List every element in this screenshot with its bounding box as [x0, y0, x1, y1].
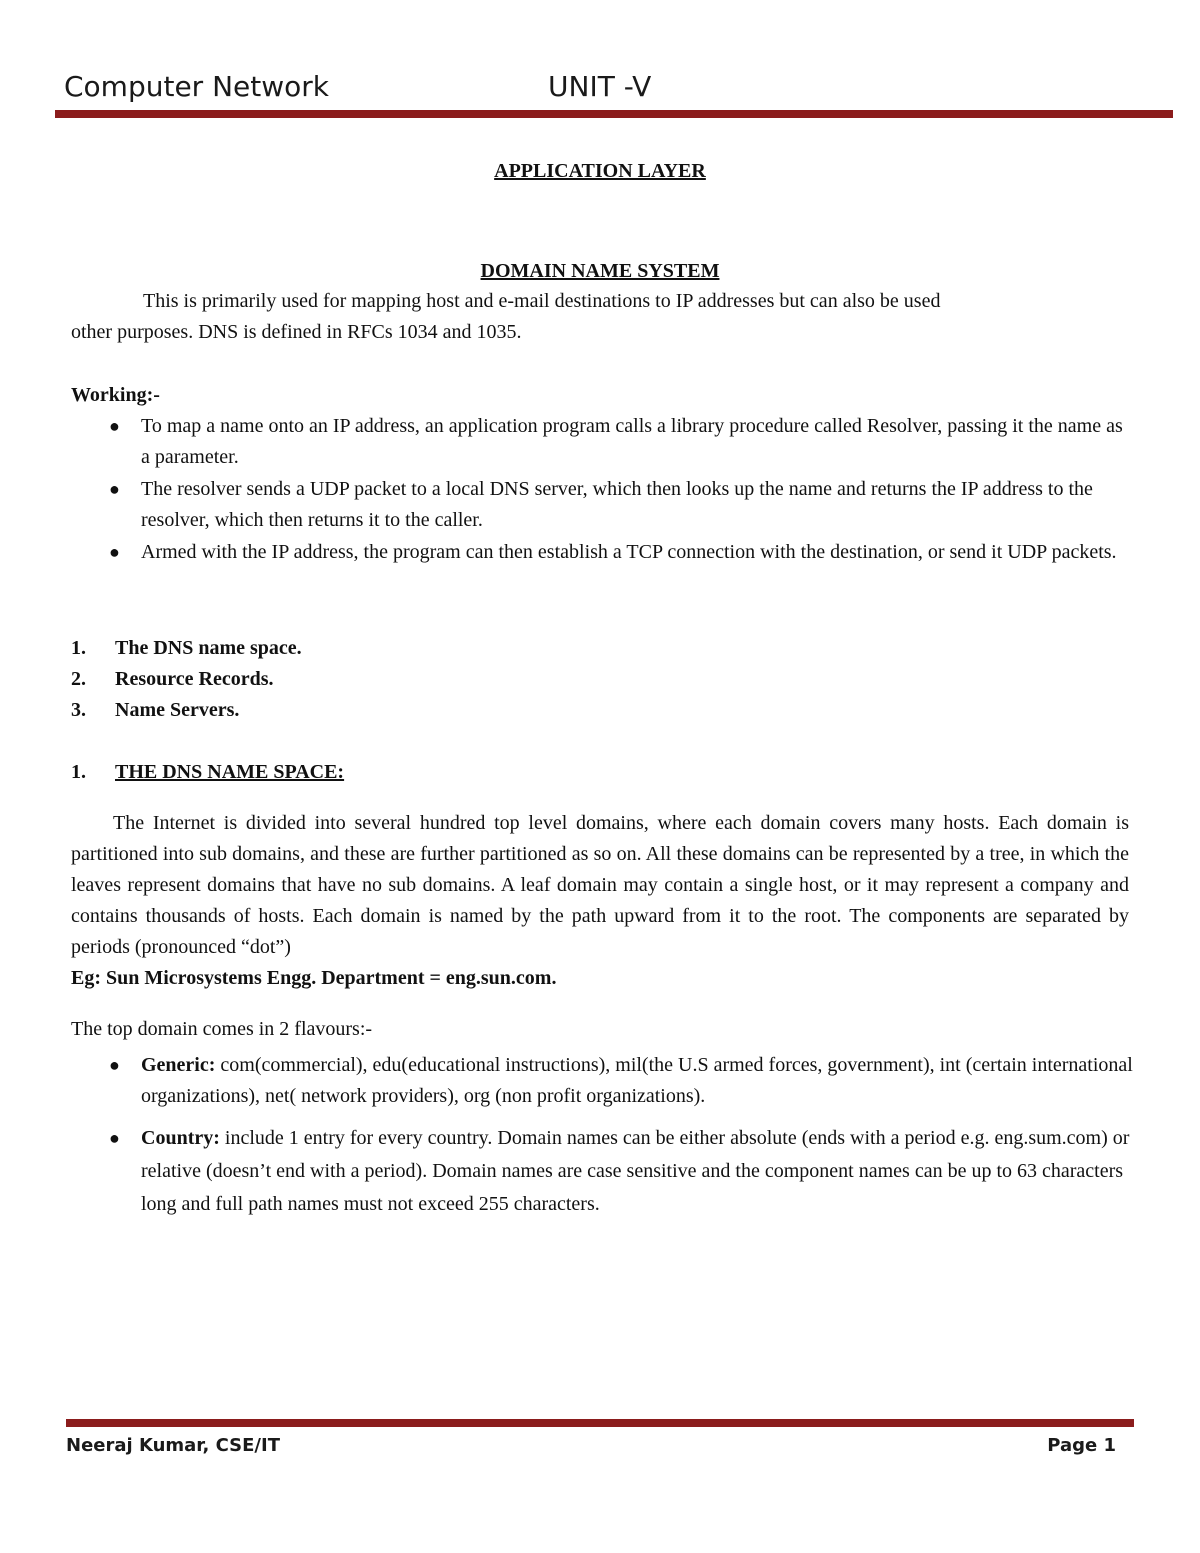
footer-divider	[66, 1419, 1134, 1427]
footer-author: Neeraj Kumar, CSE/IT	[66, 1435, 280, 1456]
flavour-item	[71, 1122, 1133, 1221]
intro-line-2: other purposes. DNS is defined in RFCs 1034 and 1035.	[71, 321, 522, 343]
flavours-intro: The top domain comes in 2 flavours:-	[71, 1018, 373, 1040]
working-bullet-item	[71, 537, 1131, 568]
topic-text: Resource Records.	[115, 668, 274, 690]
topic-number: 2.	[71, 668, 86, 690]
section-title: DOMAIN NAME SYSTEM	[480, 260, 720, 282]
topics-list-item	[71, 695, 302, 726]
flavour-item	[71, 1050, 1133, 1112]
topic-text: Name Servers.	[115, 699, 240, 721]
working-bullet-text: To map a name onto an IP address, an application program calls a library procedure called Resolver, passing it the name as a parameter.	[141, 415, 1123, 468]
working-bullet-item	[71, 411, 1131, 473]
topic-number: 1.	[71, 637, 86, 659]
flavour-label: Generic:	[141, 1054, 216, 1076]
intro-line-1: This is primarily used for mapping host and e-mail destinations to IP addresses but can also be used	[143, 290, 941, 312]
page-title: APPLICATION LAYER	[494, 160, 706, 182]
bullet-icon: ●	[109, 1128, 120, 1148]
topics-list-item	[71, 633, 302, 664]
subsection-number: 1.	[71, 761, 86, 783]
subsection-title: THE DNS NAME SPACE:	[115, 761, 345, 783]
topics-list	[71, 633, 302, 726]
subsection-heading	[71, 757, 345, 788]
header-unit-label: UNIT -V	[548, 70, 652, 103]
working-heading: Working:-	[71, 384, 160, 406]
namespace-paragraph: The Internet is divided into several hundred top level domains, where each domain covers many hosts. Each domain is partitioned into sub domains, and these are further partitioned as so on. All these domains can be represented by a tree, in which the leaves represent domains that have no sub domains. A leaf domain may contain a single host, or it may represent a company and contains thousands of hosts. Each domain is named by the path upward from it to the root. The components are separated by periods (pronounced “dot”)	[71, 812, 1129, 958]
flavours-list	[71, 1050, 1133, 1221]
example-line: Eg: Sun Microsystems Engg. Department = eng.sun.com.	[71, 967, 557, 989]
topic-text: The DNS name space.	[115, 637, 302, 659]
working-list	[71, 411, 1131, 568]
working-bullet-item	[71, 474, 1131, 536]
flavour-label: Country:	[141, 1127, 220, 1149]
working-bullet-text: The resolver sends a UDP packet to a local DNS server, which then looks up the name and returns the IP address to the resolver, which then returns it to the caller.	[141, 478, 1093, 531]
bullet-icon: ●	[109, 1055, 120, 1075]
topic-number: 3.	[71, 699, 86, 721]
header-course-title: Computer Network	[64, 70, 330, 103]
working-bullet-text: Armed with the IP address, the program can then establish a TCP connection with the destination, or send it UDP packets.	[141, 541, 1117, 563]
footer-page-number: Page 1	[1047, 1435, 1116, 1456]
bullet-icon: ●	[109, 479, 120, 499]
header-divider	[55, 110, 1173, 118]
topics-list-item	[71, 664, 302, 695]
flavour-text: com(commercial), edu(educational instructions), mil(the U.S armed forces, government), int (certain international organizations), net( network providers), org (non profit organizations).	[141, 1054, 1133, 1107]
bullet-icon: ●	[109, 416, 120, 436]
flavour-text: include 1 entry for every country. Domain names can be either absolute (ends with a period e.g. eng.sum.com) or relative (doesn’t end with a period). Domain names are case sensitive and the component names can be up to 63 characters long and full path names must not exceed 255 characters.	[141, 1127, 1130, 1215]
bullet-icon: ●	[109, 542, 120, 562]
